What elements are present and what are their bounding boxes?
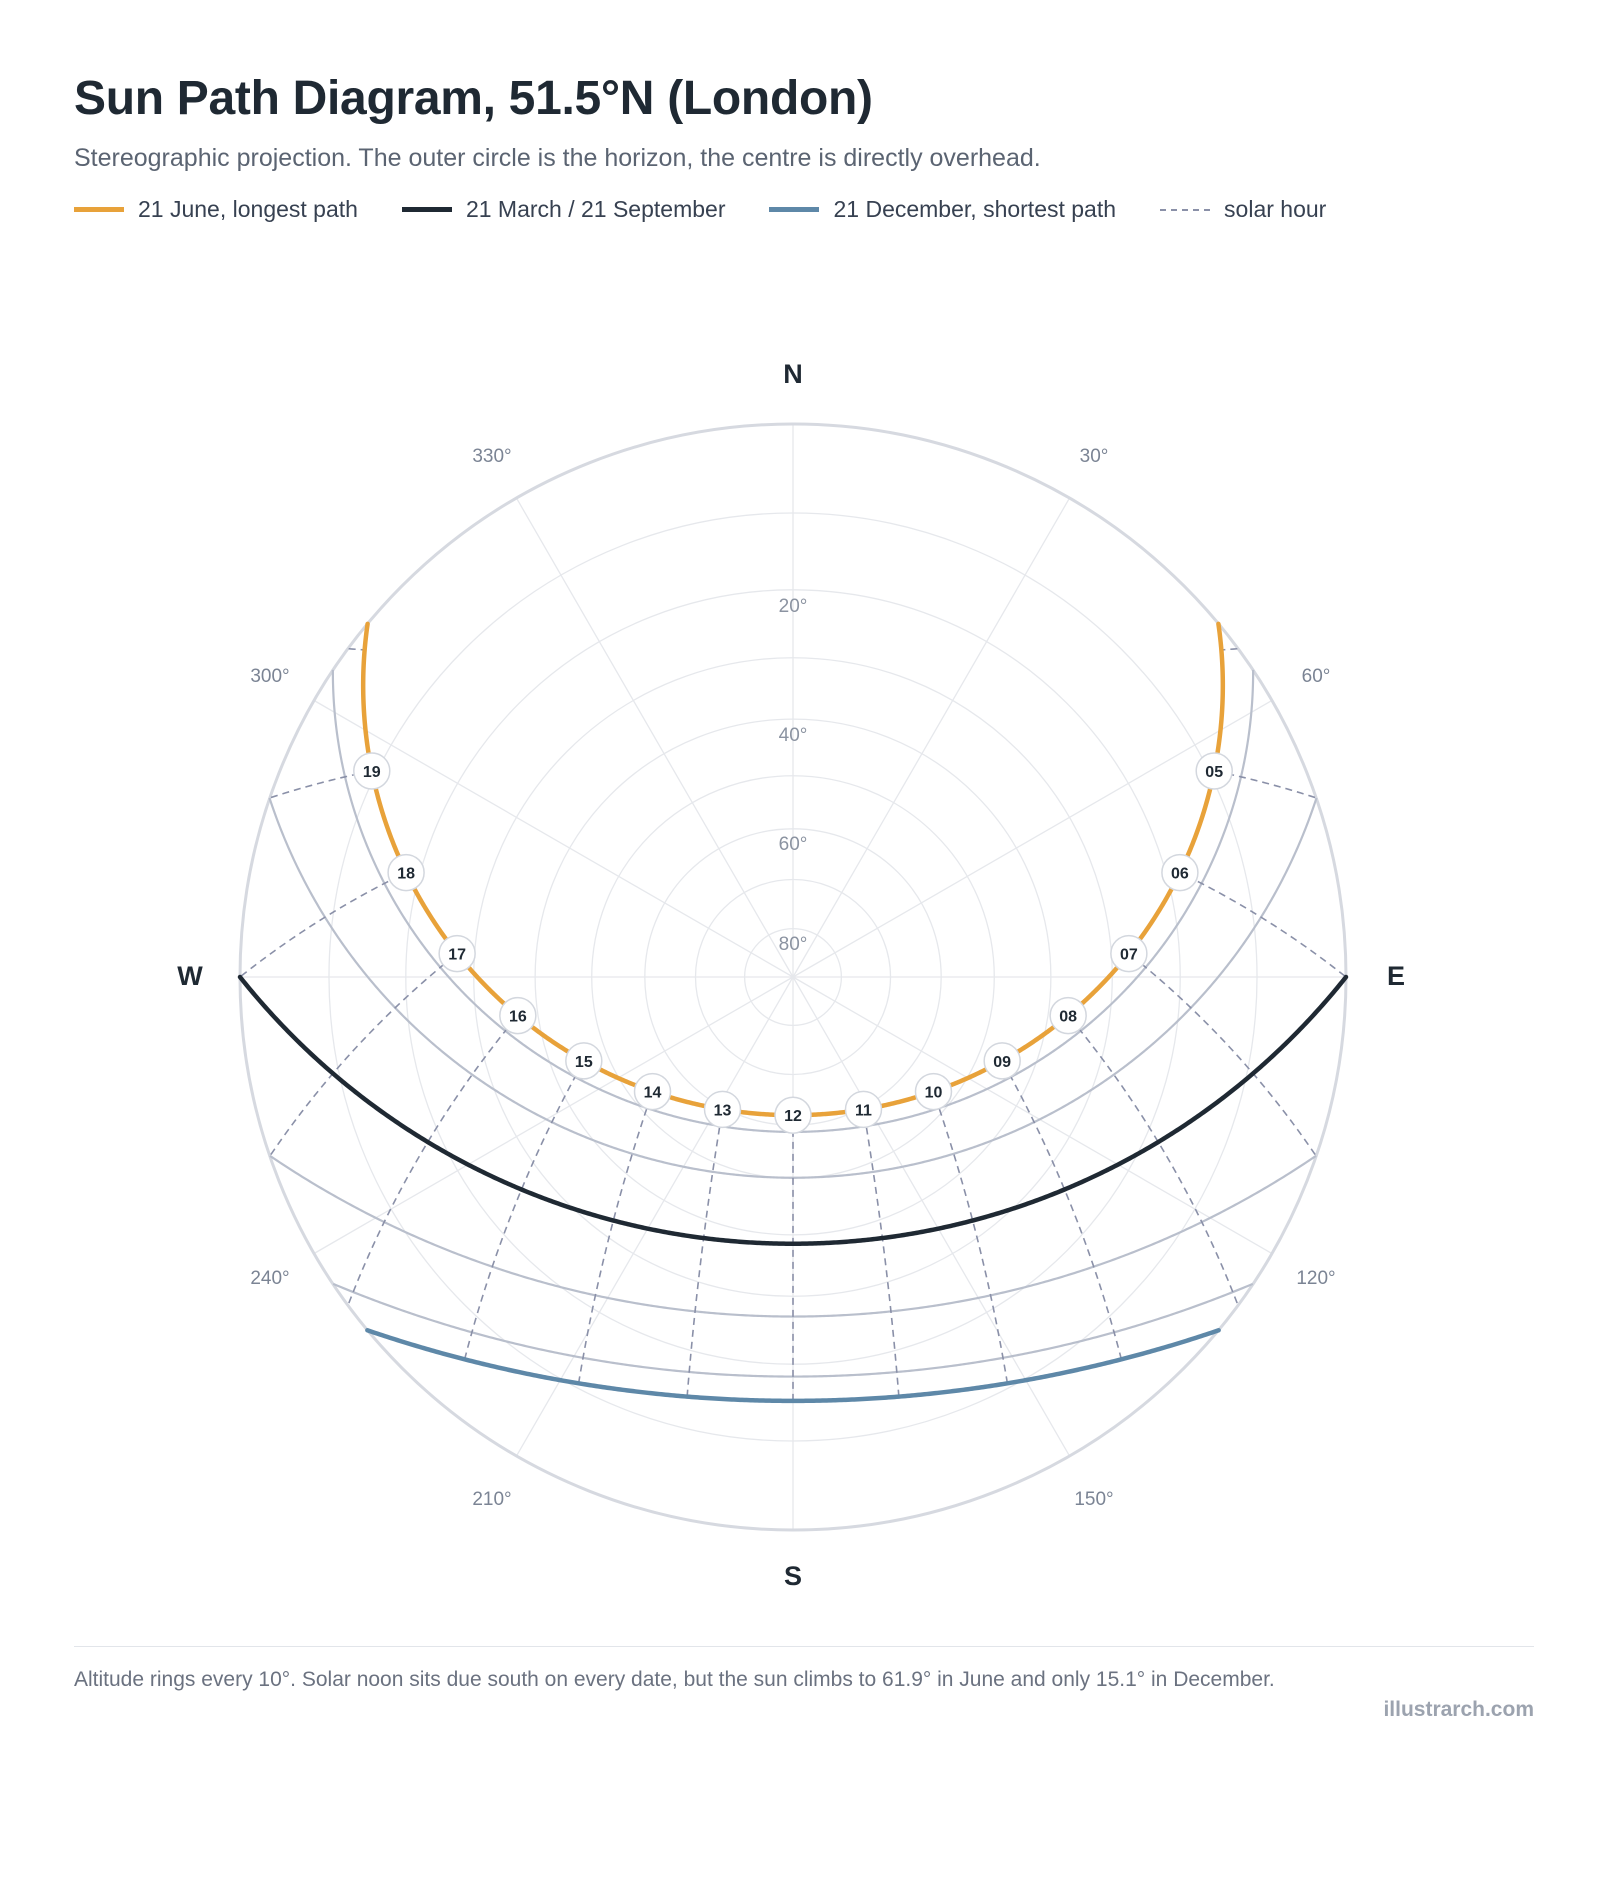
compass-west: W bbox=[177, 961, 203, 991]
hour-marker-13 bbox=[705, 1091, 741, 1127]
footer-caption: Altitude rings every 10°. Solar noon sits due south on every date, but the sun climbs to 61.9° in June and only 15.1° in December. bbox=[74, 1668, 1275, 1691]
hour-line-7 bbox=[1129, 954, 1315, 1155]
footer-divider bbox=[74, 1646, 1534, 1647]
hour-marker-label: 08 bbox=[1059, 1008, 1078, 1026]
azimuth-spoke-300 bbox=[314, 701, 793, 978]
hour-marker-15 bbox=[566, 1043, 602, 1079]
hour-line-6 bbox=[1180, 873, 1344, 976]
hour-marker-09 bbox=[984, 1043, 1020, 1079]
legend-label-december: 21 December, shortest path bbox=[833, 196, 1117, 222]
hour-marker-08 bbox=[1050, 998, 1086, 1034]
azimuth-label-240: 240° bbox=[250, 1268, 290, 1289]
hour-marker-label: 07 bbox=[1119, 946, 1138, 964]
hour-marker-label: 10 bbox=[924, 1084, 943, 1102]
altitude-label-20: 20° bbox=[778, 596, 808, 617]
hour-marker-16 bbox=[500, 998, 536, 1034]
legend-label-june: 21 June, longest path bbox=[138, 196, 358, 222]
hour-marker-label: 19 bbox=[362, 763, 381, 781]
hour-line-4 bbox=[1222, 649, 1237, 650]
azimuth-label-210: 210° bbox=[472, 1489, 512, 1510]
azimuth-label-330: 330° bbox=[472, 446, 512, 467]
hour-marker-label: 18 bbox=[397, 865, 415, 883]
azimuth-label-300: 300° bbox=[250, 666, 290, 687]
hour-marker-label: 09 bbox=[993, 1053, 1012, 1071]
hour-marker-14 bbox=[635, 1074, 671, 1110]
hour-marker-10 bbox=[915, 1074, 951, 1110]
azimuth-label-30: 30° bbox=[1079, 446, 1109, 467]
hour-line-16 bbox=[349, 1016, 518, 1303]
hour-marker-label: 06 bbox=[1171, 865, 1189, 883]
hour-marker-18 bbox=[388, 855, 424, 891]
hour-marker-label: 13 bbox=[713, 1102, 732, 1120]
hour-marker-17 bbox=[439, 936, 475, 972]
legend-label-equinox: 21 March / 21 September bbox=[465, 196, 726, 222]
hour-marker-label: 17 bbox=[448, 946, 467, 964]
azimuth-spoke-30 bbox=[793, 498, 1070, 977]
altitude-label-80: 80° bbox=[778, 934, 808, 955]
hour-marker-label: 12 bbox=[784, 1108, 802, 1126]
azimuth-spoke-330 bbox=[517, 498, 794, 977]
legend-label-hour: solar hour bbox=[1224, 196, 1327, 222]
compass-east: E bbox=[1386, 961, 1406, 991]
footer-credit: illustrarch.com bbox=[1383, 1698, 1534, 1721]
hour-line-9 bbox=[1002, 1061, 1121, 1359]
hour-marker-07 bbox=[1111, 936, 1147, 972]
hour-line-18 bbox=[241, 873, 405, 976]
hour-line-15 bbox=[465, 1061, 584, 1359]
azimuth-label-150: 150° bbox=[1074, 1489, 1114, 1510]
hour-marker-11 bbox=[845, 1091, 881, 1127]
hour-marker-12 bbox=[775, 1097, 811, 1133]
hour-marker-label: 14 bbox=[643, 1084, 662, 1102]
altitude-label-40: 40° bbox=[778, 725, 808, 746]
page-subtitle: Stereographic projection. The outer circle is the horizon, the centre is directly overhead. bbox=[74, 144, 1041, 172]
hour-marker-label: 05 bbox=[1205, 763, 1224, 781]
hour-marker-label: 11 bbox=[855, 1102, 872, 1120]
hour-marker-label: 15 bbox=[574, 1053, 593, 1071]
hour-marker-06 bbox=[1162, 855, 1198, 891]
hour-line-17 bbox=[271, 954, 457, 1155]
hour-marker-05 bbox=[1196, 753, 1232, 789]
azimuth-spoke-210 bbox=[517, 977, 794, 1456]
compass-south: S bbox=[783, 1561, 803, 1591]
azimuth-label-120: 120° bbox=[1296, 1268, 1336, 1289]
hour-line-8 bbox=[1068, 1016, 1237, 1303]
hour-marker-label: 16 bbox=[508, 1008, 527, 1026]
compass-north: N bbox=[783, 359, 803, 389]
azimuth-spoke-150 bbox=[793, 977, 1070, 1456]
hour-line-20 bbox=[349, 649, 364, 650]
azimuth-spoke-60 bbox=[793, 701, 1272, 978]
altitude-label-60: 60° bbox=[778, 834, 808, 855]
page-title: Sun Path Diagram, 51.5°N (London) bbox=[74, 72, 873, 125]
hour-marker-19 bbox=[354, 753, 390, 789]
azimuth-label-60: 60° bbox=[1301, 666, 1331, 687]
